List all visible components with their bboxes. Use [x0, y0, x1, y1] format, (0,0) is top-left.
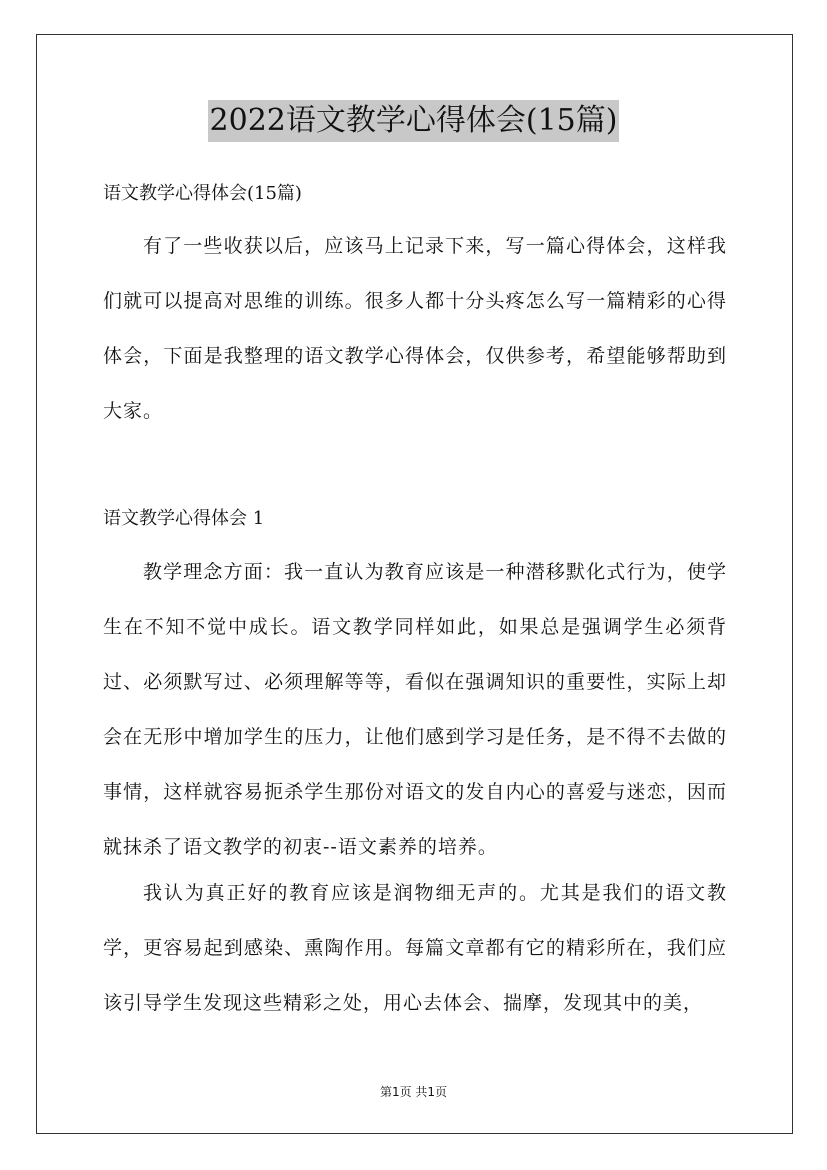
title-container [0, 100, 827, 142]
intro-paragraph: 有了一些收获以后，应该马上记录下来，写一篇心得体会，这样我们就可以提高对思维的训练。很多人都十分头疼怎么写一篇精彩的心得体会，下面是我整理的语文教学心得体会，仅供参考，希望能够帮助到大家。 [103, 235, 727, 422]
section-heading: 语文教学心得体会 1 [103, 508, 265, 529]
body-paragraph-2: 我认为真正好的教育应该是润物细无声的。尤其是我们的语文教学，更容易起到感染、熏陶作用。每篇文章都有它的精彩所在，我们应该引导学生发现这些精彩之处，用心去体会、揣摩，发现其中的美， [103, 882, 727, 1014]
page-footer: 第1页 共1页 [379, 1085, 448, 1099]
document-subtitle: 语文教学心得体会(15篇) [103, 183, 302, 204]
body-paragraph-1: 教学理念方面：我一直认为教育应该是一种潜移默化式行为，使学生在不知不觉中成长。语文教学同样如此，如果总是强调学生必须背过、必须默写过、必须理解等等，看似在强调知识的重要性，实际上却会在无形中增加学生的压力，让他们感到学习是任务，是不得不去做的事情，这样就容易扼杀学生那份对语文的发自内心的喜爱与迷恋，因而就抹杀了语文教学的初衷--语文素养的培养。 [103, 561, 727, 858]
document-title: 2022语文教学心得体会(15篇) [208, 100, 620, 142]
